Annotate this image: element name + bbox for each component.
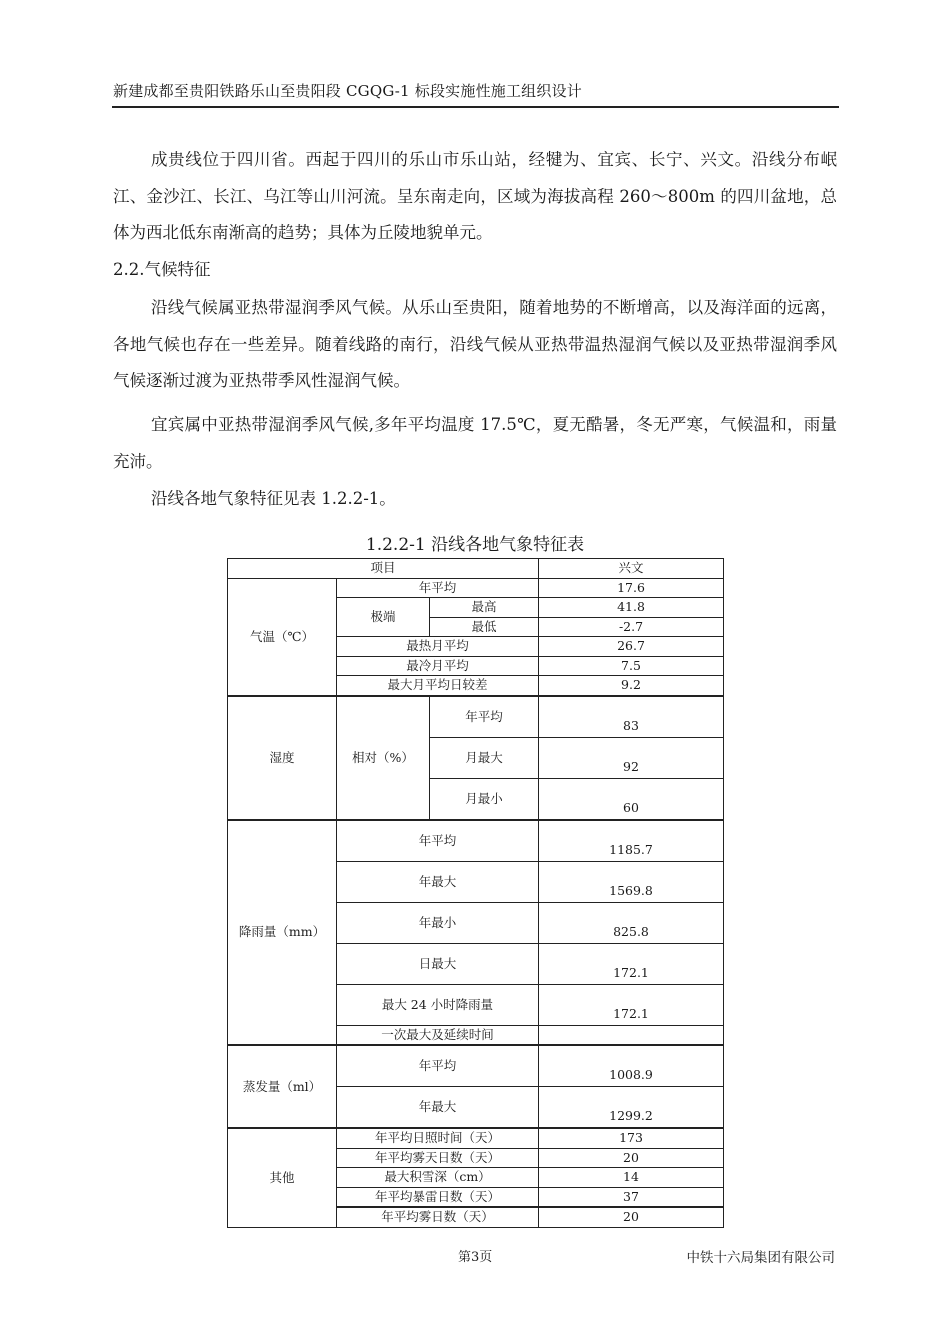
row-value: 1185.7 xyxy=(539,820,724,862)
group-evaporation: 蒸发量（ml） xyxy=(228,1045,337,1128)
header-item: 项目 xyxy=(228,559,539,579)
row-value: 60 xyxy=(539,778,724,820)
subgroup-relative: 相对（%） xyxy=(337,696,430,820)
document-header: 新建成都至贵阳铁路乐山至贵阳段 CGQG-1 标段实施性施工组织设计 xyxy=(113,82,582,100)
row-label: 年最小 xyxy=(337,902,539,943)
row-value: 172.1 xyxy=(539,984,724,1025)
row-label: 年最大 xyxy=(337,1087,539,1129)
row-label: 最大月平均日较差 xyxy=(337,676,539,696)
row-label: 年平均日照时间（天） xyxy=(337,1128,539,1148)
row-value: 37 xyxy=(539,1187,724,1207)
paragraph-climate: 沿线气候属亚热带湿润季风气候。从乐山至贵阳，随着地势的不断增高，以及海洋面的远离，各地气候也存在一些差异。随着线路的南行，沿线气候从亚热带温热湿润气候以及亚热带湿润季风气候逐渐过渡为亚热带季风性湿润气候。 xyxy=(113,298,837,390)
row-label: 年平均 xyxy=(337,820,539,862)
row-label: 年最大 xyxy=(337,861,539,902)
row-label: 月最小 xyxy=(430,778,539,820)
table-row xyxy=(228,1128,724,1148)
row-label: 年平均暴雷日数（天） xyxy=(337,1187,539,1207)
table-row xyxy=(228,578,724,598)
row-value xyxy=(539,1025,724,1045)
paragraph-table-ref: 沿线各地气象特征见表 1.2.2-1。 xyxy=(151,489,396,508)
header-rule xyxy=(112,106,839,108)
row-value: 26.7 xyxy=(539,637,724,657)
section-heading: 2.2.气候特征 xyxy=(113,260,211,279)
page-number: 第3页 xyxy=(458,1250,493,1265)
group-rainfall: 降雨量（mm） xyxy=(228,820,337,1046)
row-value: 172.1 xyxy=(539,943,724,984)
row-value: 92 xyxy=(539,737,724,778)
row-value: -2.7 xyxy=(539,617,724,637)
row-label: 最热月平均 xyxy=(337,637,539,657)
row-value: 1299.2 xyxy=(539,1087,724,1129)
row-label: 月最大 xyxy=(430,737,539,778)
row-label: 年平均 xyxy=(430,696,539,738)
row-label: 年平均 xyxy=(337,1045,539,1087)
row-value: 14 xyxy=(539,1168,724,1188)
row-label: 年平均雾日数（天） xyxy=(337,1207,539,1227)
group-other: 其他 xyxy=(228,1128,337,1227)
row-label: 最低 xyxy=(430,617,539,637)
row-value: 83 xyxy=(539,696,724,738)
header-location: 兴文 xyxy=(539,559,724,579)
row-value: 17.6 xyxy=(539,578,724,598)
subgroup-extreme: 极端 xyxy=(337,598,430,637)
row-value: 20 xyxy=(539,1207,724,1227)
row-value: 173 xyxy=(539,1128,724,1148)
row-label: 年平均雾天日数（天） xyxy=(337,1148,539,1168)
row-value: 7.5 xyxy=(539,656,724,676)
table-row xyxy=(228,820,724,862)
group-humidity: 湿度 xyxy=(228,696,337,820)
table-caption: 1.2.2-1 沿线各地气象特征表 xyxy=(365,535,585,555)
row-value: 41.8 xyxy=(539,598,724,618)
company-name: 中铁十六局集团有限公司 xyxy=(686,1250,835,1266)
row-label: 日最大 xyxy=(337,943,539,984)
climate-table xyxy=(227,558,724,1228)
row-label: 最大 24 小时降雨量 xyxy=(337,984,539,1025)
row-label: 最冷月平均 xyxy=(337,656,539,676)
table-header-row xyxy=(228,559,724,579)
row-value: 9.2 xyxy=(539,676,724,696)
row-label: 一次最大及延续时间 xyxy=(337,1025,539,1045)
row-value: 1008.9 xyxy=(539,1045,724,1087)
paragraph-route: 成贵线位于四川省。西起于四川的乐山市乐山站，经犍为、宜宾、长宁、兴文。沿线分布岷江、金沙江、长江、乌江等山川河流。呈东南走向，区域为海拔高程 260～800m 的四川盆地，总体为西北低东南渐高的趋势；具体为丘陵地貌单元。 xyxy=(113,150,837,242)
row-label: 年平均 xyxy=(337,578,539,598)
row-label: 最大积雪深（cm） xyxy=(337,1168,539,1188)
row-label: 最高 xyxy=(430,598,539,618)
row-value: 1569.8 xyxy=(539,861,724,902)
table-row xyxy=(228,1045,724,1087)
row-value: 825.8 xyxy=(539,902,724,943)
paragraph-yibin: 宜宾属中亚热带湿润季风气候,多年平均温度 17.5℃，夏无酷暑，冬无严寒，气候温和，雨量充沛。 xyxy=(113,415,837,471)
row-value: 20 xyxy=(539,1148,724,1168)
group-temperature: 气温（℃） xyxy=(228,578,337,696)
table-row xyxy=(228,696,724,738)
